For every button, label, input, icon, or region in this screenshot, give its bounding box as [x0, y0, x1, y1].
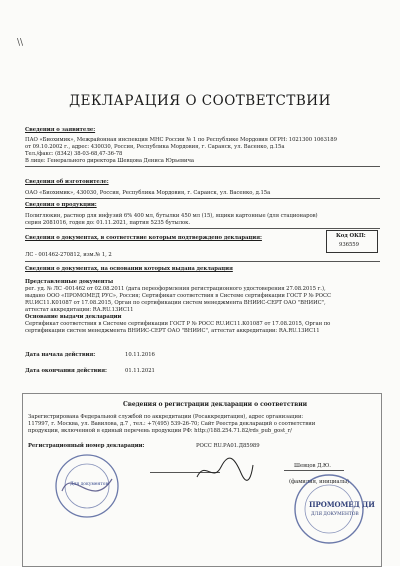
divider: [25, 228, 380, 229]
basis-heading: Сведения о документах, на основании которых выдана декларация: [25, 266, 233, 272]
signatory-name: Шевцов Д.Ю.: [294, 463, 331, 469]
start-date-value: 10.11.2016: [125, 352, 155, 358]
registration-number-value: РОСС RU.РА01.Д85989: [196, 443, 260, 449]
right-stamp-sub: ДЛЯ ДОКУМЕНТОВ: [311, 512, 359, 517]
manufacturer-heading: Сведения об изготовителе:: [25, 179, 109, 185]
basis-line-4: аттестат аккредитации: RA.RU.13ИС11: [25, 307, 134, 313]
right-stamp-name: ПРОМОМЕД ДИ: [309, 500, 375, 509]
end-date-value: 01.11.2021: [125, 368, 155, 374]
okp-value: 936559: [339, 242, 359, 248]
applicant-line-2: от 09.10.2002 г., адрес: 430030, Россия, Республика Мордовия, г. Саранск, ул. Васенко, д.15а: [25, 144, 285, 150]
product-heading: Сведения о продукции:: [25, 202, 97, 208]
applicant-heading: Сведения о заявителе:: [25, 127, 96, 133]
product-line-2: серия 2081016, годен до: 01.11.2021, партия 5235 бутылок.: [25, 220, 191, 226]
registration-line-3: продукции, включенной в единый перечень продукции РФ: http://188.254.71.82/rds_pub_gost_r/: [28, 428, 292, 434]
documents-heading: Сведения о документах, в соответствие которым подтверждено декларация:: [25, 235, 262, 241]
basis-line-1: рег. уд. № ЛС -001462 от 02.08.2011 (дата переоформления регистрационного удостоверения 27.08.2015 г.),: [25, 286, 326, 292]
round-stamp-right: [290, 470, 368, 548]
divider: [25, 166, 380, 167]
registration-line-2: 117997, г. Москва, ул. Вавилова, д.7 , тел.: +7(495) 539-26-70; Сайт Реестра деклараций о соответствии: [28, 421, 316, 427]
basis-subheading: Представленные документы: [25, 279, 114, 285]
basis-line-5: Сертификат соответствия в Системе сертификации ГОСТ Р № РОСС RU.ИС11.К01087 от 17.08.2015, Орган по: [25, 321, 331, 327]
applicant-line-4: В лице: Генерального директора Шевцова Дениса Юрьевича: [25, 158, 195, 164]
divider: [25, 198, 380, 199]
basis-subheading-2: Основание выдачи декларации: [25, 314, 122, 320]
end-date-label: Дата окончания действия:: [25, 368, 107, 374]
applicant-line-1: ПАО «Биохимик», Межрайонная инспекция МНС России № 1 по Республике Мордовия ОГРН: 1021300 1063189: [25, 137, 337, 143]
divider: [25, 261, 380, 262]
basis-line-3: RU.ИС11.К01087 от 17.08.2015, Орган по сертификации систем менеджмента ВНИИС-СЕРТ ОАО "ВНИИС",: [25, 300, 326, 306]
start-date-label: Дата начала действия:: [25, 352, 96, 358]
signature-scribble: [195, 455, 255, 485]
page-title: ДЕКЛАРАЦИЯ О СООТВЕТСТВИИ: [69, 93, 331, 109]
registration-number-label: Регистрационный номер декларации:: [28, 443, 145, 449]
basis-line-6: сертификации систем менеджмента ВНИИС-СЕРТ ОАО "ВНИИС", аттестат аккредитации: RA.RU.13ИС11: [25, 328, 320, 334]
okp-label: Код ОКП:: [336, 233, 366, 239]
corner-mark: \\: [17, 38, 23, 48]
applicant-line-3: Тел./факс: (8342) 38-03-68,47-36-78: [25, 151, 123, 157]
left-stamp-text: Для документов: [70, 482, 108, 487]
manufacturer-line-1: ОАО «Биохимик», 430030, Россия, Республика Мордовия, г. Саранск, ул. Васенко, д.15а: [25, 190, 271, 196]
registration-line-1: Зарегистрирована Федеральной службой по аккредитации (Росаккредитация), адрес организации:: [28, 414, 304, 420]
registration-heading: Сведения о регистрации декларации о соответствии: [123, 401, 308, 408]
signatory-caption: (фамилия, инициалы): [289, 479, 350, 485]
product-line-1: Полиглюкин, раствор для инфузий 6% 400 мл, бутылки 450 мл (15), ящики картонные (для стационаров): [25, 213, 318, 219]
basis-line-2: выдано ООО «ПРОМОМЕД РУС», Россия; Сертификат соответствия в Системе сертификации ГОСТ Р № РОСС: [25, 293, 331, 299]
documents-line-1: ЛС - 001462-270812, изм.№ 1, 2: [25, 252, 112, 258]
